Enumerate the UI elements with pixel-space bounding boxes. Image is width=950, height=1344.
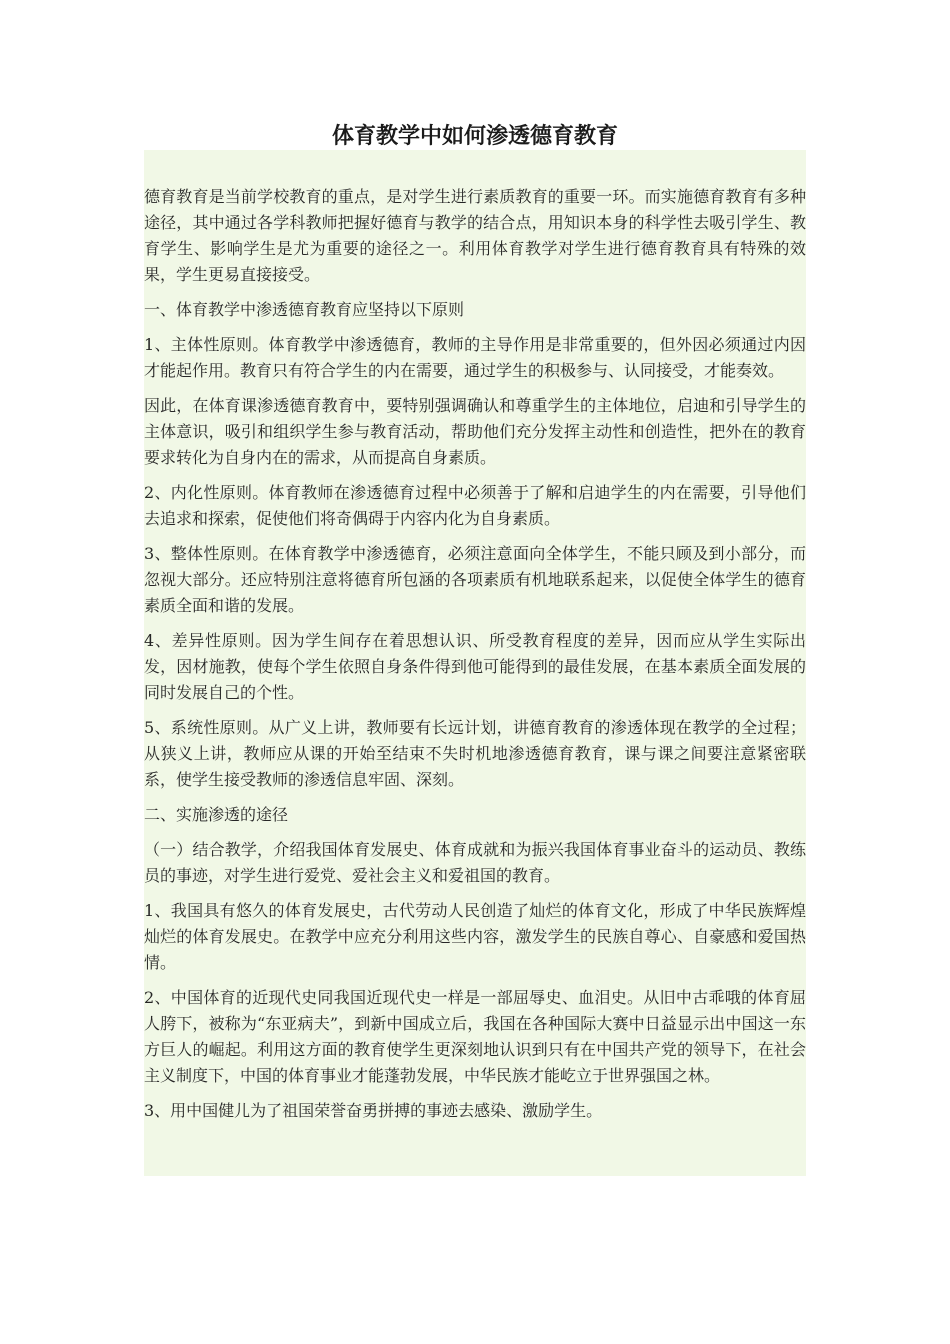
paragraph-modern-history: 2、中国体育的近现代史同我国近现代史一样是一部屈辱史、血泪史。从旧中古乖哦的体育屈人胯下，被称为“东亚病夫”，到新中国成立后，我国在各种国际大赛中日益显示出中国这一东方巨人的崛起。利用这方面的教育使学生更深刻地认识到只有在中国共产党的领导下，在社会主义制度下，中国的体育事业才能蓬勃发展，中华民族才能屹立于世界强国之林。 [144,988,806,1085]
paragraph-athletes: 3、用中国健儿为了祖国荣誉奋勇拼搏的事迹去感染、激励学生。 [144,1101,603,1120]
section-heading-principles: 一、体育教学中渗透德育教育应坚持以下原则 [144,300,465,319]
paragraph-principle-subjectivity: 1、主体性原则。体育教学中渗透德育，教师的主导作用是非常重要的，但外因必须通过内因才能起作用。教育只有符合学生的内在需要，通过学生的积极参与、认同接受，才能奏效。 [144,335,806,380]
section-heading-approaches: 二、实施渗透的途径 [144,805,289,824]
paragraph-intro: 德育教育是当前学校教育的重点，是对学生进行素质教育的重要一环。而实施德育教育有多种途径，其中通过各学科教师把握好德育与教学的结合点，用知识本身的科学性去吸引学生、教育学生、影响学生是尤为重要的途径之一。利用体育教学对学生进行德育教育具有特殊的效果，学生更易直接接受。 [144,187,806,284]
paragraph-principle-system: 5、系统性原则。从广义上讲，教师要有长远计划，讲德育教育的渗透体现在教学的全过程；从狭义上讲，教师应从课的开始至结束不失时机地渗透德育教育，课与课之间要注意紧密联系，使学生接受教师的渗透信息牢固、深刻。 [144,718,806,789]
paragraph-principle-subjectivity-cont: 因此，在体育课渗透德育教育中，要特别强调确认和尊重学生的主体地位，启迪和引导学生的主体意识，吸引和组织学生参与教育活动，帮助他们充分发挥主动性和创造性，把外在的教育要求转化为自身内在的需求，从而提高自身素质。 [144,396,806,467]
paragraph-approach-one: （一）结合教学，介绍我国体育发展史、体育成就和为振兴我国体育事业奋斗的运动员、教练员的事迹，对学生进行爱党、爱社会主义和爱祖国的教育。 [144,840,806,885]
paragraph-principle-difference: 4、差异性原则。因为学生间存在着思想认识、所受教育程度的差异，因而应从学生实际出发，因材施教，使每个学生依照自身条件得到他可能得到的最佳发展，在基本素质全面发展的同时发展自己的个性。 [144,631,806,702]
paragraph-history: 1、我国具有悠久的体育发展史，古代劳动人民创造了灿烂的体育文化，形成了中华民族辉煌灿烂的体育发展史。在教学中应充分利用这些内容，激发学生的民族自尊心、自豪感和爱国热情。 [144,901,806,972]
paragraph-principle-internalization: 2、内化性原则。体育教师在渗透德育过程中必须善于了解和启迪学生的内在需要，引导他们去追求和探索，促使他们将奇偶碍于内容内化为自身素质。 [144,483,806,528]
document-title: 体育教学中如何渗透德育教育 [331,124,618,149]
article-body [144,150,806,1176]
paragraph-principle-wholeness: 3、整体性原则。在体育教学中渗透德育，必须注意面向全体学生，不能只顾及到小部分，而忽视大部分。还应特别注意将德育所包涵的各项素质有机地联系起来，以促使全体学生的德育素质全面和谐的发展。 [144,544,806,615]
